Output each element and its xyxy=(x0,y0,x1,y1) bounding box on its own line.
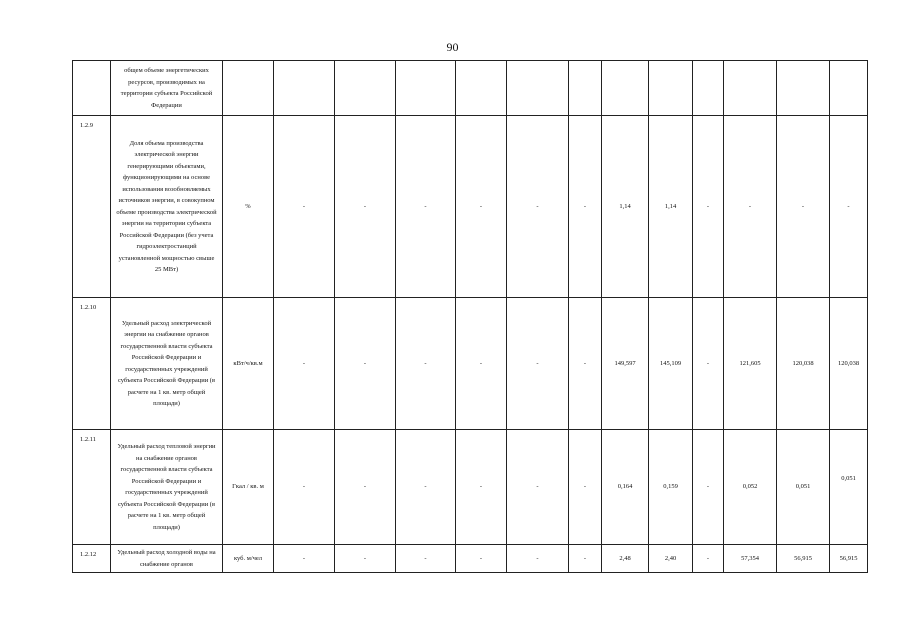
row-number: 1.2.12 xyxy=(73,545,111,573)
value-cell xyxy=(396,61,456,116)
value-cell: - xyxy=(830,116,868,298)
row-number xyxy=(73,61,111,116)
value-cell: - xyxy=(569,545,602,573)
value-cell: - xyxy=(569,116,602,298)
value-text: 0,051 xyxy=(841,475,856,483)
value-cell: 0,051 xyxy=(777,430,830,545)
value-cell: - xyxy=(335,298,396,430)
value-cell: - xyxy=(507,430,569,545)
row-description: Удельный расход тепловой энергии на снабжение органов государственной власти субъекта Российской Федерации и государственных учреждений субъекта Российской Федерации (в расчете на 1 кв. метр общей площади) xyxy=(111,430,223,545)
value-cell xyxy=(830,61,868,116)
value-cell xyxy=(777,61,830,116)
value-cell: 56,915 xyxy=(830,545,868,573)
value-cell: 120,038 xyxy=(830,298,868,430)
row-unit: куб. м/чел xyxy=(223,545,274,573)
value-cell: - xyxy=(335,116,396,298)
value-cell: - xyxy=(569,298,602,430)
row-number: 1.2.10 xyxy=(73,298,111,430)
row-description: Удельный расход холодной воды на снабжение органов xyxy=(111,545,223,573)
value-cell: 1,14 xyxy=(649,116,693,298)
value-cell: - xyxy=(396,430,456,545)
value-cell: 0,052 xyxy=(724,430,777,545)
row-number: 1.2.9 xyxy=(73,116,111,298)
value-cell: - xyxy=(335,430,396,545)
value-cell: - xyxy=(507,545,569,573)
row-description: Удельный расход электрической энергии на снабжение органов государственной власти субъекта Российской Федерации и государственных учреждений субъекта Российской Федерации (в расчете на 1 кв. метр общей площади) xyxy=(111,298,223,430)
value-cell xyxy=(507,61,569,116)
value-cell: - xyxy=(274,545,335,573)
value-cell xyxy=(649,61,693,116)
value-cell xyxy=(693,61,724,116)
table-row xyxy=(73,430,868,545)
value-cell: - xyxy=(693,430,724,545)
value-cell xyxy=(602,61,649,116)
value-cell xyxy=(335,61,396,116)
value-cell: - xyxy=(507,116,569,298)
value-cell: - xyxy=(274,116,335,298)
row-unit: кВт/ч/кв.м xyxy=(223,298,274,430)
value-cell: - xyxy=(456,298,507,430)
value-cell: 56,915 xyxy=(777,545,830,573)
value-cell: - xyxy=(507,298,569,430)
value-cell: - xyxy=(569,430,602,545)
value-cell: 2,48 xyxy=(602,545,649,573)
value-cell: 0,159 xyxy=(649,430,693,545)
value-cell xyxy=(456,61,507,116)
value-cell xyxy=(569,61,602,116)
value-cell: - xyxy=(396,298,456,430)
value-cell: - xyxy=(335,545,396,573)
value-cell: - xyxy=(396,116,456,298)
row-description: общем объеме энергетических ресурсов, производимых на территории субъекта Российской Федерации xyxy=(111,61,223,116)
value-cell: 120,038 xyxy=(777,298,830,430)
value-cell: - xyxy=(693,545,724,573)
value-cell: 1,14 xyxy=(602,116,649,298)
table-row xyxy=(73,545,868,573)
page-number: 90 xyxy=(446,40,459,54)
indicators-table xyxy=(72,60,868,573)
table-row xyxy=(73,116,868,298)
value-cell: - xyxy=(724,116,777,298)
value-cell: 2,40 xyxy=(649,545,693,573)
row-description: Доля объема производства электрической энергии генерирующими объектами, функционирующими на основе использования возобновляемых источников энергии, в совокупном объеме производства электрической энергии на территории субъекта Российской Федерации (без учета гидроэлектростанций установленной мощностью свыше 25 МВт) xyxy=(111,116,223,298)
value-cell: - xyxy=(777,116,830,298)
value-cell: - xyxy=(456,116,507,298)
value-cell: - xyxy=(456,430,507,545)
value-cell: - xyxy=(274,430,335,545)
table-row xyxy=(73,61,868,116)
value-cell: 57,354 xyxy=(724,545,777,573)
row-unit: % xyxy=(223,116,274,298)
value-cell: 121,605 xyxy=(724,298,777,430)
row-unit: Гкал / кв. м xyxy=(223,430,274,545)
table-row xyxy=(73,298,868,430)
value-cell xyxy=(274,61,335,116)
value-cell: - xyxy=(456,545,507,573)
value-cell: 0,164 xyxy=(602,430,649,545)
value-cell: - xyxy=(693,116,724,298)
value-cell: 145,109 xyxy=(649,298,693,430)
value-cell: - xyxy=(396,545,456,573)
value-cell xyxy=(830,430,868,545)
value-cell: - xyxy=(693,298,724,430)
value-cell: 149,597 xyxy=(602,298,649,430)
value-cell: - xyxy=(274,298,335,430)
value-cell xyxy=(724,61,777,116)
row-number: 1.2.11 xyxy=(73,430,111,545)
row-unit xyxy=(223,61,274,116)
